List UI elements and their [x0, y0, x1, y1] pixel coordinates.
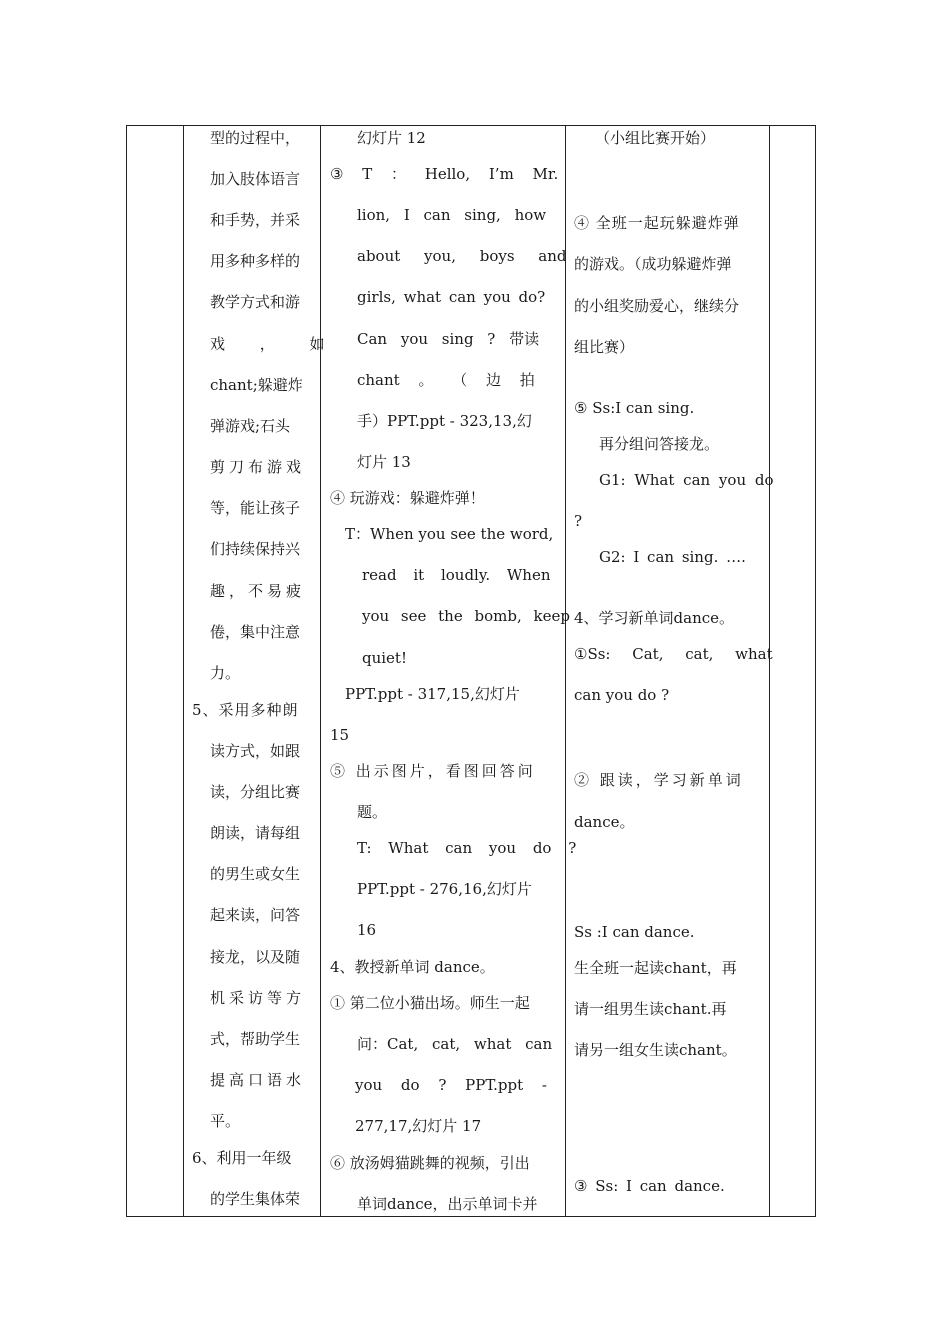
text-line: PPT.ppt - 276,16,幻灯片: [357, 880, 532, 898]
text-line: 等，能让孩子: [210, 499, 301, 517]
text-line: 的男生或女生: [210, 865, 301, 883]
text-line: 机采访等方: [210, 989, 306, 1007]
table-col-border: [769, 125, 770, 1217]
text-line: 趣，不易疲: [210, 582, 306, 600]
text-line: （小组比赛开始）: [595, 129, 716, 147]
text-line: T: What can you do ?: [357, 839, 577, 857]
text-line: PPT.ppt - 317,15,幻灯片: [345, 685, 520, 703]
text-line: girls, what can you do?: [357, 288, 546, 306]
text-line: 用多种多样的: [210, 252, 301, 270]
text-line: Can you sing ? 带读: [357, 330, 540, 348]
text-line: 灯片 13: [357, 453, 411, 471]
text-line: 们持续保持兴: [210, 540, 301, 558]
text-line: you see the bomb, keep: [362, 607, 570, 625]
text-line: about you, boys and: [357, 247, 567, 265]
text-line: 戏 ， 如: [210, 335, 325, 353]
text-line: 朗读，请每组: [210, 824, 301, 842]
text-line: 单词dance，出示单词卡并: [357, 1195, 538, 1213]
text-line: 4、学习新单词dance。: [574, 609, 735, 627]
text-line: 弹游戏;石头: [210, 417, 291, 435]
text-line: 6、利用一年级: [192, 1149, 292, 1167]
table-col-border: [126, 125, 127, 1217]
text-line: G1: What can you do: [599, 471, 774, 489]
text-line: 问：Cat, cat, what can: [357, 1035, 553, 1053]
text-line: ④ 玩游戏：躲避炸弹！: [330, 489, 485, 507]
table-top-border: [126, 125, 816, 126]
text-line: Ss :I can dance.: [574, 923, 695, 941]
text-line: ② 跟读，学习新单词: [574, 771, 744, 789]
text-line: 剪刀布游戏: [210, 458, 306, 476]
text-line: can you do ?: [574, 686, 670, 704]
table-bottom-border: [126, 1216, 816, 1217]
text-line: 倦，集中注意: [210, 623, 301, 641]
text-line: 5、采用多种朗: [192, 701, 299, 719]
text-line: 15: [330, 726, 350, 744]
text-line: 生全班一起读chant，再: [574, 959, 737, 977]
text-line: ① 第二位小猫出场。师生一起: [330, 994, 530, 1012]
text-line: 手）PPT.ppt - 323,13,幻: [357, 412, 532, 430]
table-col-border: [183, 125, 184, 1217]
text-line: ⑤ 出示图片，看图回答问: [330, 762, 536, 780]
text-line: 平。: [210, 1112, 241, 1130]
text-line: 幻灯片 12: [357, 129, 426, 147]
text-line: 的学生集体荣: [210, 1190, 301, 1208]
text-line: ④ 全班一起玩躲避炸弹: [574, 214, 740, 232]
text-line: 再分组问答接龙。: [599, 435, 720, 453]
text-line: 起来读，问答: [210, 906, 301, 924]
text-line: 组比赛）: [574, 338, 635, 356]
text-line: dance。: [574, 813, 635, 831]
text-line: G2: I can sing. ….: [599, 548, 746, 566]
text-line: 请一组男生读chant.再: [574, 1000, 727, 1018]
text-line: 教学方式和游: [210, 293, 301, 311]
text-line: chant;躲避炸: [210, 376, 303, 394]
text-line: 读方式，如跟: [210, 742, 301, 760]
text-line: 题。: [357, 803, 388, 821]
text-line: chant 。 （ 边 拍: [357, 371, 535, 389]
text-line: ①Ss: Cat, cat, what: [574, 645, 773, 663]
text-line: ⑤ Ss:I can sing.: [574, 399, 695, 417]
text-line: ③ Ss: I can dance.: [574, 1177, 725, 1195]
text-line: 接龙，以及随: [210, 948, 301, 966]
text-line: 请另一组女生读chant。: [574, 1041, 737, 1059]
text-line: read it loudly. When: [362, 566, 551, 584]
text-line: 式，帮助学生: [210, 1030, 301, 1048]
table-col-border: [320, 125, 321, 1217]
text-line: 力。: [210, 664, 241, 682]
text-line: ⑥ 放汤姆猫跳舞的视频，引出: [330, 1154, 530, 1172]
text-line: ③ T ： Hello, I’m Mr.: [330, 165, 559, 183]
text-line: 的小组奖励爱心，继续分: [574, 297, 740, 315]
text-line: quiet!: [362, 649, 407, 667]
text-line: 型的过程中，: [210, 129, 301, 147]
text-line: 读，分组比赛: [210, 783, 301, 801]
text-line: lion, I can sing, how: [357, 206, 547, 224]
text-line: 16: [357, 921, 377, 939]
text-line: 的游戏。（成功躲避炸弹: [574, 255, 732, 273]
text-line: ?: [574, 512, 583, 530]
text-line: 277,17,幻灯片 17: [355, 1117, 482, 1135]
text-line: T：When you see the word,: [345, 525, 554, 543]
text-line: 加入肢体语言: [210, 170, 301, 188]
text-line: 4、教授新单词 dance。: [330, 958, 495, 976]
text-line: you do ? PPT.ppt -: [355, 1076, 547, 1094]
table-col-border: [815, 125, 816, 1217]
table-col-border: [565, 125, 566, 1217]
text-line: 提高口语水: [210, 1071, 306, 1089]
text-line: 和手势，并采: [210, 211, 301, 229]
